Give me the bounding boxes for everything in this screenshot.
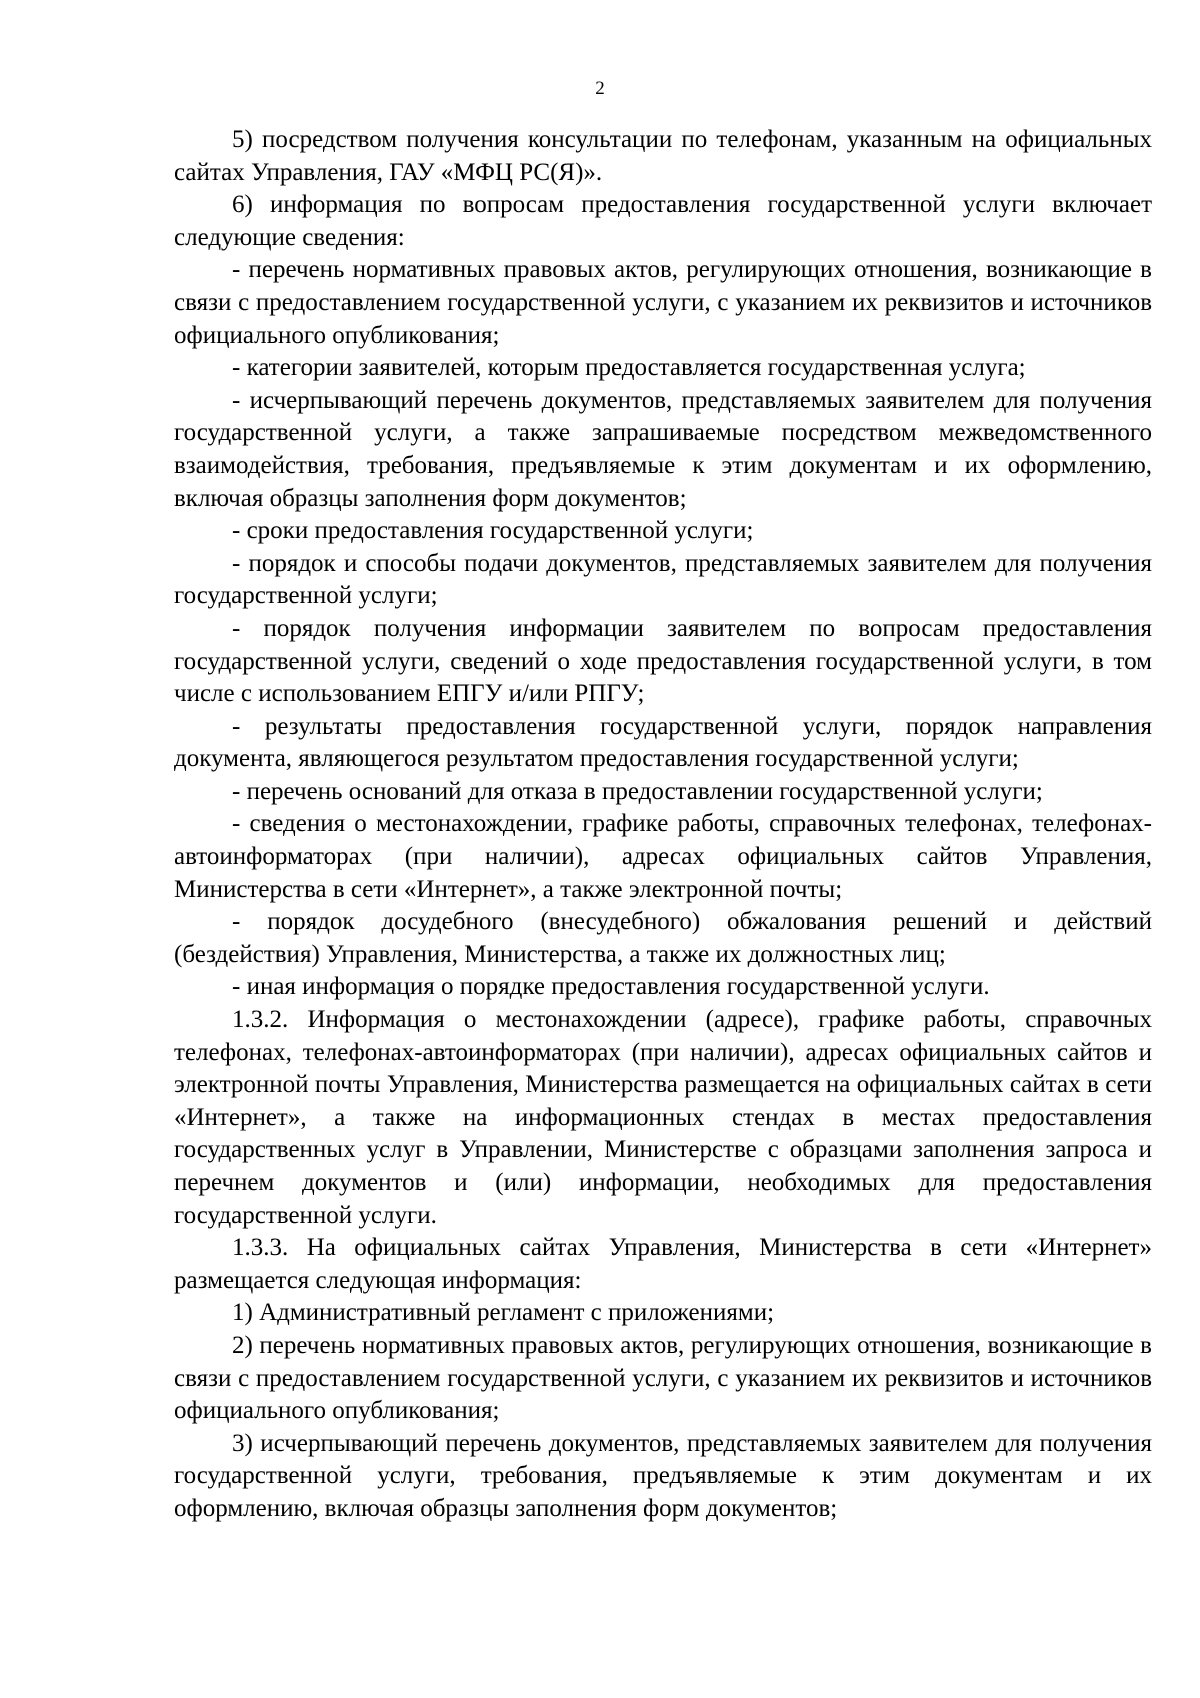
- list-item-appeal-procedure: - порядок досудебного (внесудебного) обжалования решений и действий (бездействия) Управления, Министерства, а также их должностных лиц;: [174, 908, 1152, 968]
- section-1-3-2: 1.3.2. Информация о местонахождении (адресе), графике работы, справочных телефонах, телефонах-автоинформаторах (при наличии), адресах официальных сайтов и электронной почты Управления, Министерства размещается на официальных сайтах в сети «Интернет», а также на информационных стендах в местах предоставления государственных услуг в Управлении, Министерстве с образцами заполнения запроса и перечнем документов и (или) информации, необходимых для предоставления государственной услуги.: [174, 1006, 1152, 1229]
- list-item-other-info: - иная информация о порядке предоставления государственной услуги.: [232, 973, 990, 1001]
- paragraph-item-5: 5) посредством получения консультации по телефонам, указанным на официальных сайтах Управления, ГАУ «МФЦ РС(Я)».: [174, 126, 1152, 186]
- list-item-results: - результаты предоставления государственной услуги, порядок направления документа, являющегося результатом предоставления государственной услуги;: [174, 712, 1152, 773]
- list-item-information-procedure: - порядок получения информации заявителем по вопросам предоставления государственной услуги, сведений о ходе предоставления государственной услуги, в том числе с использованием ЕПГУ и/или РПГУ;: [174, 614, 1152, 708]
- list-item-applicant-categories: - категории заявителей, которым предоставляется государственная услуга;: [232, 354, 1026, 382]
- paragraph-item-6: 6) информация по вопросам предоставления государственной услуги включает следующие сведения:: [174, 191, 1152, 251]
- list-item-refusal-grounds: - перечень оснований для отказа в предоставлении государственной услуги;: [232, 777, 1043, 805]
- numbered-item-2: 2) перечень нормативных правовых актов, регулирующих отношения, возникающие в связи с предоставлением государственной услуги, с указанием их реквизитов и источников официального опубликования;: [174, 1331, 1152, 1425]
- section-1-3-3: 1.3.3. На официальных сайтах Управления, Министерства в сети «Интернет» размещается следующая информация:: [174, 1234, 1152, 1294]
- numbered-item-3: 3) исчерпывающий перечень документов, представляемых заявителем для получения государственной услуги, требования, предъявляемые к этим документам и их оформлению, включая образцы заполнения форм документов;: [174, 1429, 1152, 1522]
- list-item-terms: - сроки предоставления государственной услуги;: [232, 517, 754, 545]
- list-item-submission-procedure: - порядок и способы подачи документов, представляемых заявителем для получения государственной услуги;: [174, 549, 1152, 610]
- list-item-documents-list: - исчерпывающий перечень документов, представляемых заявителем для получения государственной услуги, а также запрашиваемые посредством межведомственного взаимодействия, требования, предъявляемые к этим документам и их оформлению, включая образцы заполнения форм документов;: [174, 386, 1152, 512]
- numbered-item-1: 1) Административный регламент с приложениями;: [232, 1299, 775, 1327]
- list-item-legal-acts: - перечень нормативных правовых актов, регулирующих отношения, возникающие в связи с предоставлением государственной услуги, с указанием их реквизитов и источников официального опубликования;: [174, 256, 1152, 349]
- document-body: [174, 124, 1152, 1526]
- list-item-location-info: - сведения о местонахождении, графике работы, справочных телефонах, телефонах-автоинформаторах (при наличии), адресах официальных сайтов Управления, Министерства в сети «Интернет», а также электронной почты;: [174, 810, 1152, 903]
- page-number: 2: [595, 78, 605, 99]
